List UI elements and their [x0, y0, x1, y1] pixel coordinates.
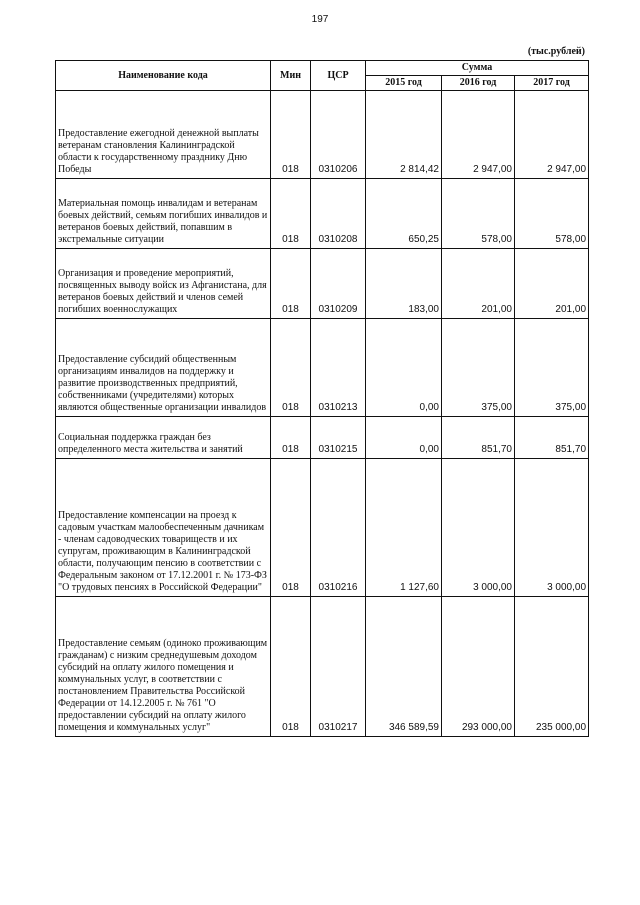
- table-row: [56, 91, 589, 179]
- table-row: [56, 319, 589, 417]
- row-amount-2016: 375,00: [442, 319, 515, 417]
- row-name: Предоставление компенсации на проезд к садовым участкам малообеспеченным дачникам - членам садоводческих товариществ и их супругам, проживающим в Калининградской области, получающим пенсию в соответствии с Федеральным законом от 17.12.2001 г. № 173-ФЗ "О трудовых пенсиях в Российской Федерации": [56, 459, 271, 597]
- table-row: [56, 459, 589, 597]
- units-label: (тыс.рублей): [527, 46, 585, 57]
- table-header: [56, 61, 589, 91]
- row-min: 018: [271, 597, 311, 737]
- header-year-2016: 2016 год: [442, 76, 515, 91]
- row-amount-2017: 2 947,00: [515, 91, 589, 179]
- header-min: Мин: [271, 61, 311, 91]
- row-amount-2016: 3 000,00: [442, 459, 515, 597]
- row-amount-2015: 0,00: [366, 417, 442, 459]
- row-amount-2016: 578,00: [442, 179, 515, 249]
- header-name: Наименование кода: [56, 61, 271, 91]
- row-amount-2016: 851,70: [442, 417, 515, 459]
- row-amount-2017: 578,00: [515, 179, 589, 249]
- row-amount-2015: 2 814,42: [366, 91, 442, 179]
- header-year-2015: 2015 год: [366, 76, 442, 91]
- row-min: 018: [271, 459, 311, 597]
- row-amount-2017: 375,00: [515, 319, 589, 417]
- row-csr: 0310213: [311, 319, 366, 417]
- table-row: [56, 597, 589, 737]
- row-amount-2017: 201,00: [515, 249, 589, 319]
- table-body: [56, 91, 589, 737]
- budget-table: [55, 60, 589, 737]
- row-name: Материальная помощь инвалидам и ветеранам боевых действий, семьям погибших инвалидов и ветеранов боевых действий, попавшим в экстремальные ситуации: [56, 179, 271, 249]
- header-csr: ЦСР: [311, 61, 366, 91]
- row-amount-2016: 2 947,00: [442, 91, 515, 179]
- row-min: 018: [271, 417, 311, 459]
- row-csr: 0310208: [311, 179, 366, 249]
- row-min: 018: [271, 249, 311, 319]
- row-amount-2015: 183,00: [366, 249, 442, 319]
- row-csr: 0310206: [311, 91, 366, 179]
- header-sum: Сумма: [366, 61, 589, 76]
- row-amount-2016: 201,00: [442, 249, 515, 319]
- row-amount-2015: 346 589,59: [366, 597, 442, 737]
- row-name: Организация и проведение мероприятий, посвященных выводу войск из Афганистана, для ветеранов боевых действий и членов семей погибших военнослужащих: [56, 249, 271, 319]
- row-csr: 0310217: [311, 597, 366, 737]
- row-min: 018: [271, 319, 311, 417]
- row-csr: 0310215: [311, 417, 366, 459]
- row-name: Предоставление ежегодной денежной выплаты ветеранам становления Калининградской области к государственному празднику Дню Победы: [56, 91, 271, 179]
- row-amount-2017: 851,70: [515, 417, 589, 459]
- row-min: 018: [271, 91, 311, 179]
- row-amount-2017: 235 000,00: [515, 597, 589, 737]
- row-amount-2016: 293 000,00: [442, 597, 515, 737]
- row-amount-2015: 0,00: [366, 319, 442, 417]
- row-min: 018: [271, 179, 311, 249]
- row-amount-2015: 1 127,60: [366, 459, 442, 597]
- row-name: Предоставление семьям (одиноко проживающим гражданам) с низким среднедушевым доходом субсидий на оплату жилого помещения и коммунальных услуг, в соответствии с постановлением Правительства Российской Федерации от 14.12.2005 г. № 761 "О предоставлении субсидий на оплату жилого помещения и коммунальных услуг": [56, 597, 271, 737]
- table-row: [56, 249, 589, 319]
- page-number: 197: [311, 14, 329, 25]
- table-row: [56, 417, 589, 459]
- row-amount-2017: 3 000,00: [515, 459, 589, 597]
- table-row: [56, 179, 589, 249]
- row-csr: 0310216: [311, 459, 366, 597]
- row-amount-2015: 650,25: [366, 179, 442, 249]
- header-year-2017: 2017 год: [515, 76, 589, 91]
- row-name: Предоставление субсидий общественным организациям инвалидов на поддержку и развитие производственных предприятий, собственниками (учредителями) которых являются общественные организации инвалидов: [56, 319, 271, 417]
- row-name: Социальная поддержка граждан без определенного места жительства и занятий: [56, 417, 271, 459]
- row-csr: 0310209: [311, 249, 366, 319]
